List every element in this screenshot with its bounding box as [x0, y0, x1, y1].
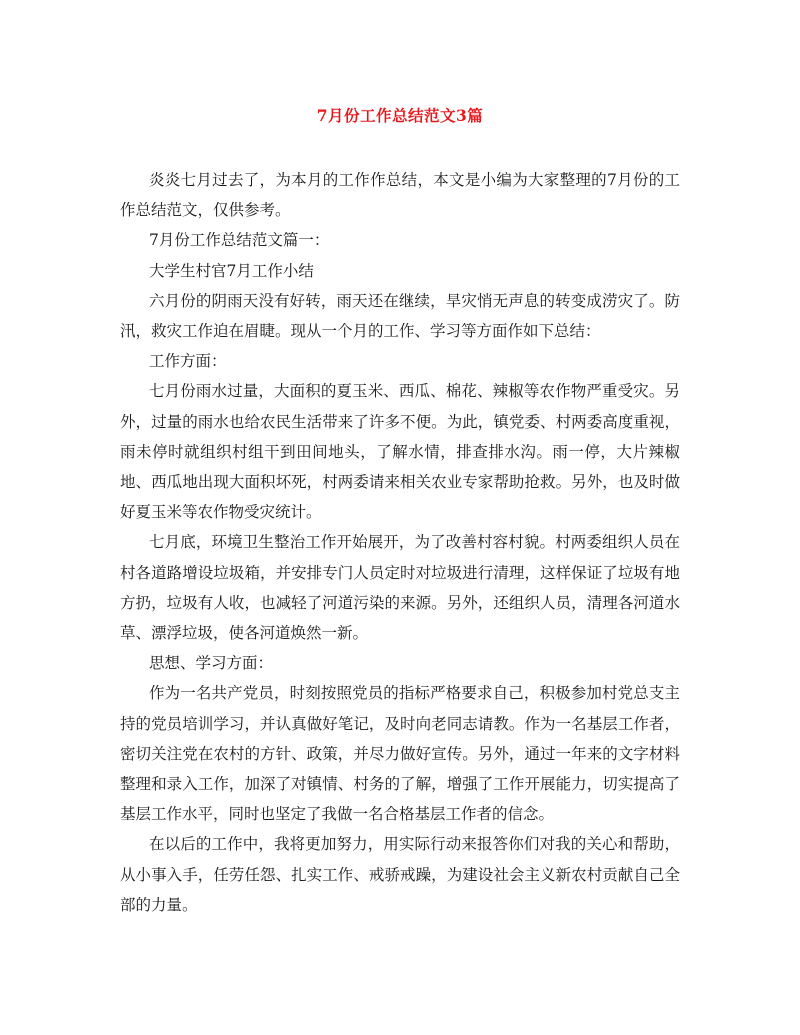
paragraph-weather: 六月份的阴雨天没有好转，雨天还在继续，旱灾悄无声息的转变成涝灾了。防汛，救灾工作迫在眉睫。现从一个月的工作、学习等方面作如下总结： — [120, 291, 680, 341]
paragraph-future-work: 在以后的工作中，我将更加努力，用实际行动来报答你们对我的关心和帮助，从小事入手，任劳任怨、扎实工作、戒骄戒躁，为建设社会主义新农村贡献自己全部的力量。 — [120, 835, 680, 914]
document-title: 7月份工作总结范文3篇 — [316, 106, 484, 125]
subheading-village-official: 大学生村官7月工作小结 — [149, 261, 314, 280]
paragraph-party-member: 作为一名共产党员，时刻按照党员的指标严格要求自己，积极参加村党总支主持的党员培训学习，并认真做好笔记，及时向老同志请教。作为一名基层工作者，密切关注党在农村的方针、政策，并尽力做好宣传。另外，通过一年来的文字材料整理和录入工作，加深了对镇情、村务的了解，增强了工作开展能力，切实提高了基层工作水平，同时也坚定了我做一名合格基层工作者的信念。 — [120, 684, 680, 824]
heading-thought-study-aspect: 思想、学习方面： — [149, 654, 274, 673]
document-body — [120, 165, 680, 920]
paragraph-flood-disaster: 七月份雨水过量，大面积的夏玉米、西瓜、棉花、辣椒等农作物严重受灾。另外，过量的雨水也给农民生活带来了许多不便。为此，镇党委、村两委高度重视，雨未停时就组织村组干到田间地头，了解水情，排查排水沟。雨一停，大片辣椒地、西瓜地出现大面积坏死，村两委请来相关农业专家帮助抢救。另外，也及时做好夏玉米等农作物受灾统计。 — [120, 382, 680, 522]
paragraph-sanitation: 七月底，环境卫生整治工作开始展开，为了改善村容村貌。村两委组织人员在村各道路增设垃圾箱，并安排专门人员定时对垃圾进行清理，这样保证了垃圾有地方扔，垃圾有人收，也减轻了河道污染的来源。另外，还组织人员，清理各河道水草、漂浮垃圾，使各河道焕然一新。 — [120, 533, 680, 643]
section-heading-article-one: 7月份工作总结范文篇一： — [149, 231, 330, 250]
heading-work-aspect: 工作方面： — [149, 352, 227, 371]
intro-paragraph: 炎炎七月过去了，为本月的工作作总结，本文是小编为大家整理的7月份的工作总结范文，仅供参考。 — [120, 171, 680, 220]
